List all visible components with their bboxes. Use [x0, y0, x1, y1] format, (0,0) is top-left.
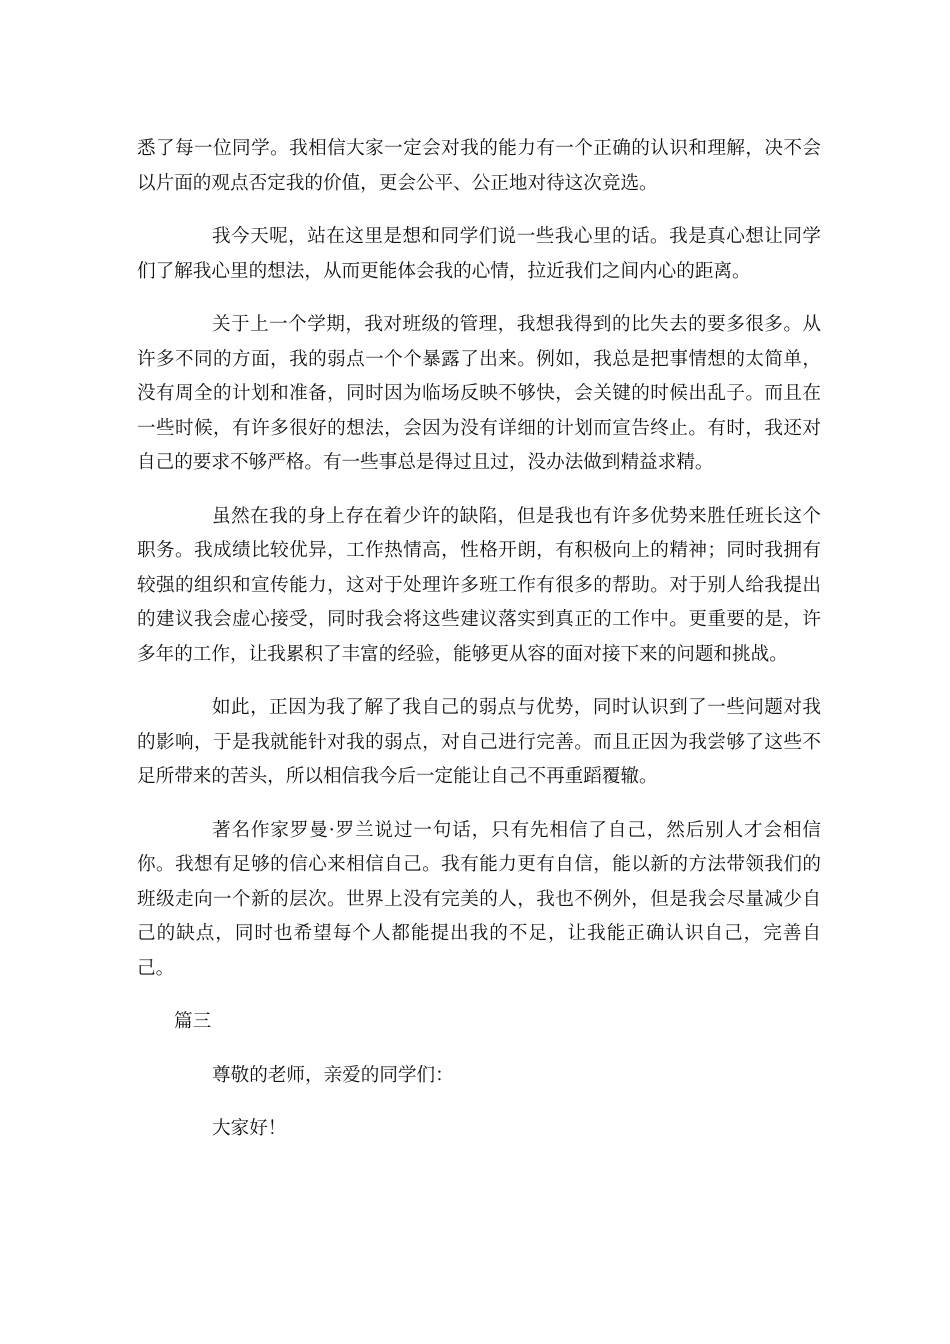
greeting: 大家好！	[212, 1118, 287, 1139]
paragraph-3: 关于上一个学期，我对班级的管理，我想我得到的比失去的要多很多。从许多不同的方面，我的弱点一个个暴露了出来。例如，我总是把事情想的太简单，没有周全的计划和准备，同时因为临场反映不够快，会关键的时候出乱子。而且在一些时候，有许多很好的想法，会因为没有详细的计划而宣告终止。有时，我还对自己的要求不够严格。有一些事总是得过且过，没办法做到精益求精。	[137, 314, 821, 473]
paragraph-6: 著名作家罗曼·罗兰说过一句话，只有先相信了自己，然后别人才会相信你。我想有足够的信心来相信自己。我有能力更有自信，能以新的方法带领我们的班级走向一个新的层次。世界上没有完美的人，我也不例外，但是我会尽量减少自己的缺点，同时也希望每个人都能提出我的不足，让我能正确认识自己，完善自己。	[137, 819, 821, 979]
paragraph-5: 如此，正因为我了解了我自己的弱点与优势，同时认识到了一些问题对我的影响，于是我就能针对我的弱点，对自己进行完善。而且正因为我尝够了这些不足所带来的苦头，所以相信我今后一定能让自己不再重蹈覆辙。	[137, 697, 821, 787]
document-body	[137, 132, 821, 1166]
paragraph-2: 我今天呢，站在这里是想和同学们说一些我心里的话。我是真心想让同学们了解我心里的想法，从而更能体会我的心情，拉近我们之间内心的距离。	[137, 226, 821, 282]
salutation: 尊敬的老师，亲爱的同学们：	[212, 1064, 454, 1086]
section-title: 篇三	[174, 1011, 212, 1032]
paragraph-1: 悉了每一位同学。我相信大家一定会对我的能力有一个正确的认识和理解，决不会以片面的观点否定我的价值，更会公平、公正地对待这次竞选。	[137, 138, 821, 194]
paragraph-4: 虽然在我的身上存在着少许的缺陷，但是我也有许多优势来胜任班长这个职务。我成绩比较优异，工作热情高，性格开朗，有积极向上的精神；同时我拥有较强的组织和宣传能力，这对于处理许多班工作有很多的帮助。对于别人给我提出的建议我会虚心接受，同时我会将这些建议落实到真正的工作中。更重要的是，许多年的工作，让我累积了丰富的经验，能够更从容的面对接下来的问题和挑战。	[137, 505, 821, 665]
